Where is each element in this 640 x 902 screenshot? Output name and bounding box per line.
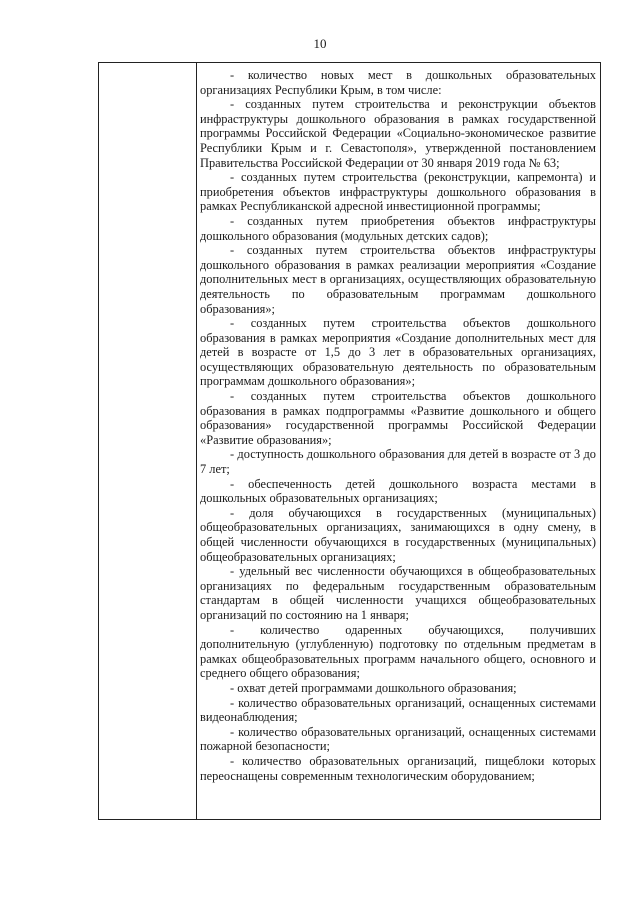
indicator-paragraph: - доступность дошкольного образования для детей в возрасте от 3 до 7 лет; — [200, 447, 596, 477]
indicator-paragraph: - количество образовательных организаций, оснащенных системами пожарной безопасности; — [200, 724, 596, 754]
indicator-paragraph: - удельный вес численности обучающихся в общеобразовательных организациях по федеральным государственным образовательным стандартам в общей численности учащихся общеобразовательных организаций по состоянию на 1 января; — [200, 564, 596, 622]
indicator-paragraph: - созданных путем приобретения объектов инфраструктуры дошкольного образования (модульных детских садов); — [200, 213, 596, 243]
indicator-paragraph: - созданных путем строительства (реконструкции, капремонта) и приобретения объектов инфраструктуры дошкольного образования в рамках Республиканской адресной инвестиционной программы; — [200, 170, 596, 214]
indicator-paragraph: - созданных путем строительства объектов дошкольного образования в рамках мероприятия «Создание дополнительных мест для детей в возрасте от 1,5 до 3 лет в образовательных организациях, осуществляющих образовательную деятельность по образовательным программам дошкольного образования»; — [200, 316, 596, 389]
indicator-paragraph: - созданных путем строительства и реконструкции объектов инфраструктуры дошкольного образования в рамках государственной программы Российской Федерации «Социально-экономическое развитие Республики Крым и г. Севастополя», утвержденной постановлением Правительства Российской Федерации от 30 января 2019 года № 63; — [200, 97, 596, 170]
page-number: 10 — [313, 36, 327, 51]
indicator-paragraph: - доля обучающихся в государственных (муниципальных) общеобразовательных организациях, занимающихся в одну смену, в общей численности обучающихся в государственных (муниципальных) общеобразовательных организациях; — [200, 505, 596, 564]
document-table — [98, 62, 601, 820]
indicator-paragraph: - количество образовательных организаций, пищеблоки которых переоснащены современным технологическим оборудованием; — [200, 753, 596, 783]
indicator-paragraph: - созданных путем строительства объектов дошкольного образования в рамках подпрограммы «Развитие дошкольного и общего образования» государственной программы Российской Федерации «Развитие образования»; — [200, 389, 596, 447]
indicator-paragraph: - охват детей программами дошкольного образования; — [230, 680, 517, 695]
indicator-paragraph: - обеспеченность детей дошкольного возраста местами в дошкольных образовательных организациях; — [200, 476, 596, 506]
indicator-paragraph: - количество новых мест в дошкольных образовательных организациях Республики Крым, в том числе: — [200, 68, 596, 97]
indicator-paragraph: - созданных путем строительства объектов инфраструктуры дошкольного образования в рамках реализации мероприятия «Создание дополнительных мест в организациях, осуществляющих образовательную деятельность по образовательным программам дошкольного образования»; — [200, 243, 596, 316]
column-divider — [196, 63, 197, 819]
indicators-list — [200, 68, 596, 783]
indicator-paragraph: - количество одаренных обучающихся, получивших дополнительную (углубленную) подготовку по отдельным предметам в рамках общеобразовательных программ начального общего, основного и среднего общего образования; — [200, 622, 596, 681]
indicator-paragraph: - количество образовательных организаций, оснащенных системами видеонаблюдения; — [200, 695, 596, 725]
